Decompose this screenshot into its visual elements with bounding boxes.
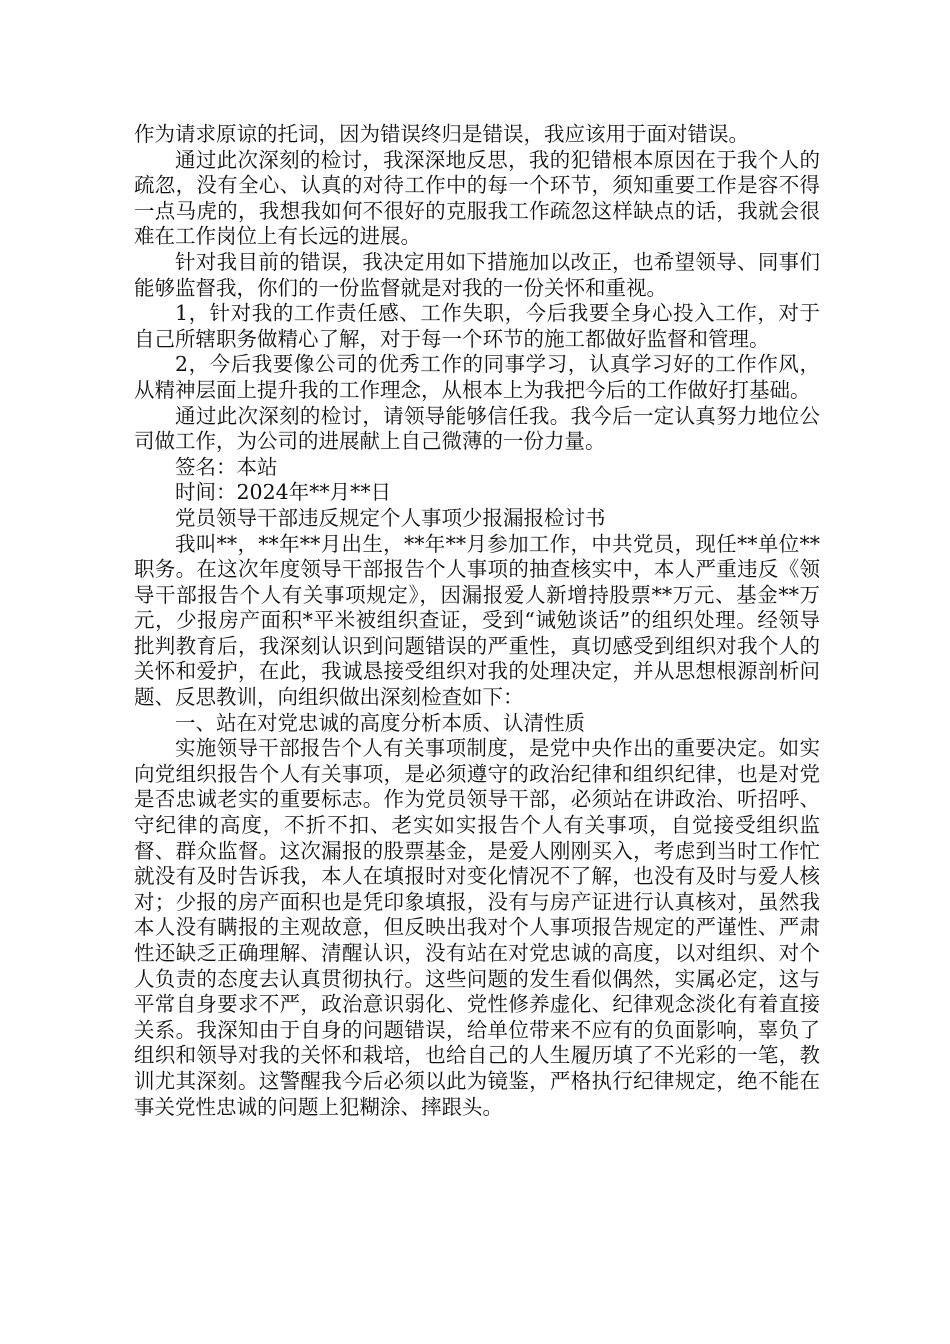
paragraph-measure-1: 1，针对我的工作责任感、工作失职，今后我要全身心投入工作，对于自己所辖职务做精心了解，对于每一个环节的施工都做好监督和管理。: [134, 301, 820, 351]
paragraph-measures-intro: 针对我目前的错误，我决定用如下措施加以改正，也希望领导、同事们能够监督我，你们的一份监督就是对我的一份关怀和重视。: [134, 249, 820, 300]
section-title: 党员领导干部违反规定个人事项少报漏报检讨书: [175, 505, 606, 530]
paragraph-analysis: 实施领导干部报告个人有关事项制度，是党中央作出的重要决定。如实向党组织报告个人有关事项，是必须遵守的政治纪律和组织纪律，也是对党是否忠诚老实的重要标志。作为党员领导干部，必须站在讲政治、听招呼、守纪律的高度，不折不扣、老实如实报告个人有关事项，自觉接受组织监督、群众监督。这次漏报的股票基金，是爱人刚刚买入，考虑到当时工作忙就没有及时告诉我，本人在填报时对变化情况不了解，也没有及时与爱人核对；少报的房产面积也是凭印象填报，没有与房产证进行认真核对，虽然我本人没有瞒报的主观故意，但反映出我对个人事项报告规定的严谨性、严肃性还缺乏正确理解、清醒认识，没有站在对党忠诚的高度，以对组织、对个人负责的态度去认真贯彻执行。这些问题的发生看似偶然，实属必定，这与平常自身要求不严，政治意识弱化、党性修养虚化、纪律观念淡化有着直接关系。我深知由于自身的问题错误，给单位带来不应有的负面影响，辜负了组织和领导对我的关怀和栽培，也给自己的人生履历填了不光彩的一笔，教训尤其深刻。这警醒我今后必须以此为镜鉴，严格执行纪律规定，绝不能在事关党性忠诚的问题上犯糊涂、摔跟头。: [134, 736, 820, 1119]
paragraph-closing: 通过此次深刻的检讨，请领导能够信任我。我今后一定认真努力地位公司做工作，为公司的进展献上自己微薄的一份力量。: [134, 403, 820, 454]
signature-line: 签名：本站: [175, 454, 278, 479]
date-line: 时间：2024年**月**日: [175, 480, 392, 505]
document-page: [134, 122, 820, 1120]
paragraph-continuation: 作为请求原谅的托词，因为错误终归是错误，我应该用于面对错误。: [134, 122, 749, 146]
paragraph-self-introduction: 我叫**，**年**月出生，**年**月参加工作，中共党员，现任**单位**职务。在这次年度领导干部报告个人事项的抽查核实中，本人严重违反《领导干部报告个人有关事项规定》，因漏报爱人新增持股票**万元、基金**万元，少报房产面积*平米被组织查证，受到“诫勉谈话”的组织处理。经领导批判教育后，我深刻认识到问题错误的严重性，真切感受到组织对我个人的关怀和爱护，在此，我诚恳接受组织对我的处理决定，并从思想根源剖析问题、反思教训，向组织做出深刻检查如下：: [134, 531, 820, 710]
paragraph-reflection: 通过此次深刻的检讨，我深深地反思，我的犯错根本原因在于我个人的疏忽，没有全心、认真的对待工作中的每一个环节，须知重要工作是容不得一点马虎的，我想我如何不很好的克服我工作疏忽这样缺点的话，我就会很难在工作岗位上有长远的进展。: [134, 147, 820, 249]
subheading-1: 一、站在对党忠诚的高度分析本质、认清性质: [175, 710, 585, 735]
paragraph-measure-2: 2，今后我要像公司的优秀工作的同事学习，认真学习好的工作作风，从精神层面上提升我的工作理念，从根本上为我把今后的工作做好打基础。: [134, 352, 820, 402]
